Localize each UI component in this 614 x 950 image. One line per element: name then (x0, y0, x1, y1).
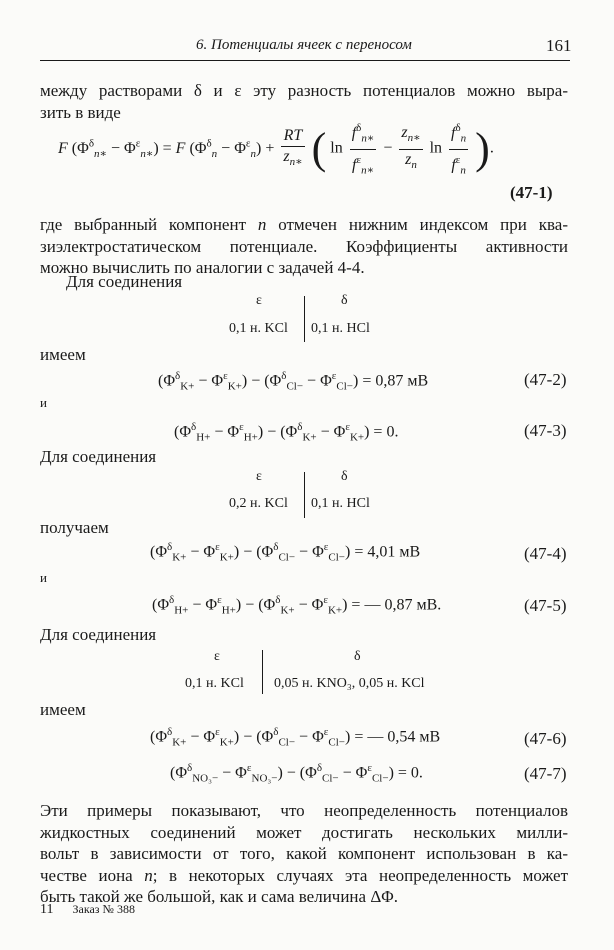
equation-47-2: $(\Phi^\delta_{K+} - \Phi^\varepsilon_{K+}) - (\Phi^\delta_{Cl-} - \Phi^\varepsilon_{Cl-}) = 0,87$ мВ (158, 370, 429, 393)
conclusion-line: быть такой же большой, как и сама величина ΔΦ. (40, 887, 398, 906)
activity-fraction-2: $\frac{f^\delta_n}{f^\varepsilon_n}$ (449, 118, 468, 180)
equation-number: (47-3) (524, 421, 567, 440)
equation-number: (47-7) (524, 764, 567, 783)
conclusion-line: вольт в зависимости от того, какой компонент использован в ка- (40, 844, 568, 863)
open-paren: ( (311, 124, 327, 174)
signature-mark: 11 (40, 902, 54, 917)
equation-47-3: $(\Phi^\delta_{H+} - \Phi^\varepsilon_{H+}) - (\Phi^\delta_{K+} - \Phi^\varepsilon_{K+}) = 0$. (174, 421, 399, 444)
conjunction-and: и (40, 570, 47, 585)
junction-right: 0,1 н. HCl (311, 496, 370, 511)
get-label: получаем (40, 518, 109, 537)
equation-47-7: $(\Phi^\delta_{NO_3-} - \Phi^\varepsilon_{NO_3-}) - (\Phi^\delta_{Cl-} - \Phi^\varepsilon_{Cl-}) = 0$. (170, 762, 423, 785)
equation-47-4: $(\Phi^\delta_{K+} - \Phi^\varepsilon_{K+}) - (\Phi^\delta_{Cl-} - \Phi^\varepsilon_{Cl-}) = 4,01$ мВ (150, 541, 421, 564)
conjunction-and: и (40, 395, 47, 410)
phase-delta: δ (341, 293, 348, 308)
junction-label: Для соединения (40, 625, 157, 644)
phase-epsilon: ε (214, 649, 220, 664)
junction-bracket (304, 296, 305, 342)
header-rule (40, 60, 570, 61)
eq-value: = 0. (373, 423, 399, 441)
equation-number: (47-6) (524, 729, 567, 748)
have-label: имеем (40, 345, 86, 364)
close-paren: ) (475, 124, 490, 174)
eq-lhs: F $(\Phi^\delta_{n∗} - \Phi^\varepsilon_{n∗}) = F$ $(\Phi^\delta_n - \Phi^\varepsilon_n)$ + (58, 137, 275, 160)
paragraph-2 (40, 214, 568, 279)
equation-47-5: $(\Phi^\delta_{H+} - \Phi^\varepsilon_{H+}) - (\Phi^\delta_{K+} - \Phi^\varepsilon_{K+})$ = — 0,87 мВ. (152, 594, 442, 617)
equation-47-1: F $(\Phi^\delta_{n∗} - \Phi^\varepsilon_{n∗}) = F$ $(\Phi^\delta_n - \Phi^\varepsilon_n)$ + $\frac{RT}{z_{n∗}}$ ( ln $\frac{f^\delta_{n∗}}{f^\varepsilon_{n∗}}$ − $\frac{z_{n∗}}{z_n}$ ln $\frac{f^\delta_n}{f^\varepsilon_n}$ ). (58, 118, 494, 180)
para2-line: можно вычислить по аналогии с задачей 4-4. (40, 258, 365, 277)
conclusion-line: Эти примеры показывают, что неопределенность потенциалов (40, 801, 568, 820)
junction-label: Для соединения (66, 272, 183, 291)
eq-value: = — 0,87 мВ. (351, 596, 442, 614)
junction-left: 0,2 н. KCl (229, 496, 288, 511)
intro-line: зить в виде (40, 102, 121, 122)
para2-line: где выбранный компонент n отмечен нижним индексом при ква- (40, 215, 568, 234)
phase-epsilon: ε (256, 469, 262, 484)
phase-delta: δ (354, 649, 361, 664)
equation-number: (47-4) (524, 544, 567, 563)
junction-label: Для соединения (40, 447, 157, 466)
equation-number: (47-2) (524, 370, 567, 389)
rt-fraction: $\frac{RT}{z_{n∗}}$ (283, 126, 303, 169)
order-number: Заказ № 388 (72, 902, 135, 916)
page-footer (40, 902, 135, 918)
eq-value: = 0. (397, 764, 423, 782)
junction-right: 0,05 н. KNO₃, 0,05 н. KCl (274, 676, 425, 691)
eq-value: = 4,01 мВ (354, 543, 421, 561)
junction-bracket (304, 472, 305, 518)
charge-fraction: $\frac{z_{n∗}}{z_n}$ (401, 124, 421, 171)
activity-fraction-1: $\frac{f^\delta_{n∗}}{f^\varepsilon_{n∗}}$ (350, 118, 377, 180)
equation-number: (47-1) (510, 183, 553, 202)
junction-left: 0,1 н. KCl (185, 676, 244, 691)
junction-bracket (262, 650, 263, 694)
running-title: 6. Потенциалы ячеек с переносом (196, 37, 412, 53)
page-number: 161 (546, 36, 572, 55)
conclusion-line: честве иона n; в некоторых случаях эта неопределенность может (40, 865, 568, 885)
eq-value: = 0,87 мВ (362, 372, 429, 390)
para2-line: зиэлектростатическом потенциале. Коэффициенты активности (40, 236, 568, 256)
equation-number: (47-5) (524, 596, 567, 615)
phase-delta: δ (341, 469, 348, 484)
equation-47-6: $(\Phi^\delta_{K+} - \Phi^\varepsilon_{K+}) - (\Phi^\delta_{Cl-} - \Phi^\varepsilon_{Cl-})$ = — 0,54 мВ (150, 726, 441, 749)
conclusion-paragraph (40, 800, 568, 908)
eq-value: = — 0,54 мВ (354, 728, 441, 746)
conclusion-line: жидкостных соединений может достигать нескольких милли- (40, 822, 568, 842)
have-label: имеем (40, 700, 86, 719)
junction-left: 0,1 н. KCl (229, 321, 288, 336)
phase-epsilon: ε (256, 293, 262, 308)
ln-term: ln (330, 139, 343, 157)
intro-line: между растворами δ и ε эту разность потенциалов можно выра- (40, 81, 568, 100)
intro-paragraph (40, 80, 568, 123)
junction-right: 0,1 н. HCl (311, 321, 370, 336)
